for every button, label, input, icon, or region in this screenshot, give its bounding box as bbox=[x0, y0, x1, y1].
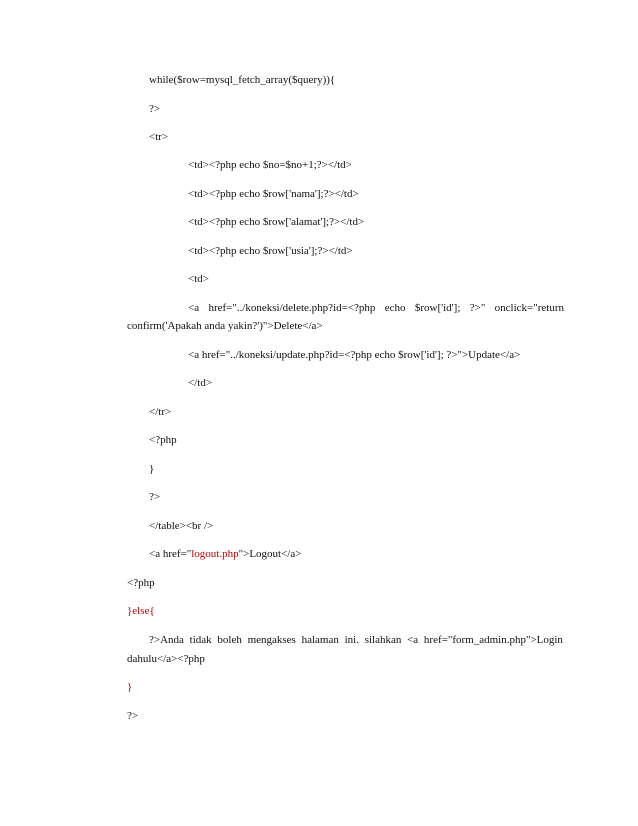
code-word: ?>Anda bbox=[149, 634, 184, 646]
logout-url-highlight: logout.php bbox=[191, 548, 239, 560]
code-line-td-open: <td> bbox=[188, 273, 209, 285]
code-segment: ">Logout</a> bbox=[238, 548, 302, 560]
code-word: $row['id']; bbox=[414, 302, 461, 314]
code-line-else: }else{ bbox=[127, 605, 155, 617]
code-word: silahkan bbox=[364, 634, 402, 646]
code-line-close-php: ?> bbox=[149, 103, 161, 115]
code-line-access-message bbox=[149, 633, 563, 647]
code-word: boleh bbox=[217, 634, 242, 646]
code-line-while: while($row=mysql_fetch_array($query)){ bbox=[149, 74, 336, 86]
code-line-close-brace: } bbox=[149, 463, 155, 475]
code-word: mengakses bbox=[247, 634, 296, 646]
code-word: ini. bbox=[344, 634, 359, 646]
code-word: tidak bbox=[189, 634, 212, 646]
code-line-table-close: </table><br /> bbox=[149, 520, 214, 532]
code-line-update-link: <a href="../koneksi/update.php?id=<?php echo $row['id']; ?>">Update</a> bbox=[188, 349, 521, 361]
code-word: echo bbox=[384, 302, 406, 314]
code-line-td-close: </td> bbox=[188, 377, 213, 389]
code-word: halaman bbox=[301, 634, 339, 646]
code-word: onclick="return bbox=[494, 302, 564, 314]
code-line-open-php-2: <?php bbox=[127, 577, 155, 589]
code-line-access-message-cont: dahulu</a><?php bbox=[127, 653, 205, 665]
code-line-logout-link bbox=[149, 547, 301, 561]
code-line-td-alamat: <td><?php echo $row['alamat'];?></td> bbox=[188, 216, 365, 228]
code-line-td-no: <td><?php echo $no=$no+1;?></td> bbox=[188, 159, 352, 171]
code-line-delete-link bbox=[188, 301, 564, 315]
code-line-final-close-php: ?> bbox=[127, 710, 139, 722]
code-line-delete-link-cont: confirm('Apakah anda yakin?')">Delete</a> bbox=[127, 320, 323, 332]
code-word: <a bbox=[407, 634, 419, 646]
code-line-close-php-2: ?> bbox=[149, 491, 161, 503]
code-line-td-usia: <td><?php echo $row['usia'];?></td> bbox=[188, 245, 353, 257]
code-line-td-nama: <td><?php echo $row['nama'];?></td> bbox=[188, 188, 359, 200]
code-word: href="form_admin.php">Login bbox=[423, 634, 563, 646]
code-word: href="../koneksi/delete.php?id=<?php bbox=[208, 302, 376, 314]
code-segment: <a href=" bbox=[149, 548, 192, 560]
code-line-tr-open: <tr> bbox=[149, 131, 169, 143]
code-line-tr-close: </tr> bbox=[149, 406, 172, 418]
code-line-final-brace: } bbox=[127, 681, 133, 693]
code-word: ?>" bbox=[469, 302, 486, 314]
code-line-open-php: <?php bbox=[149, 434, 177, 446]
code-word: <a bbox=[188, 302, 200, 314]
